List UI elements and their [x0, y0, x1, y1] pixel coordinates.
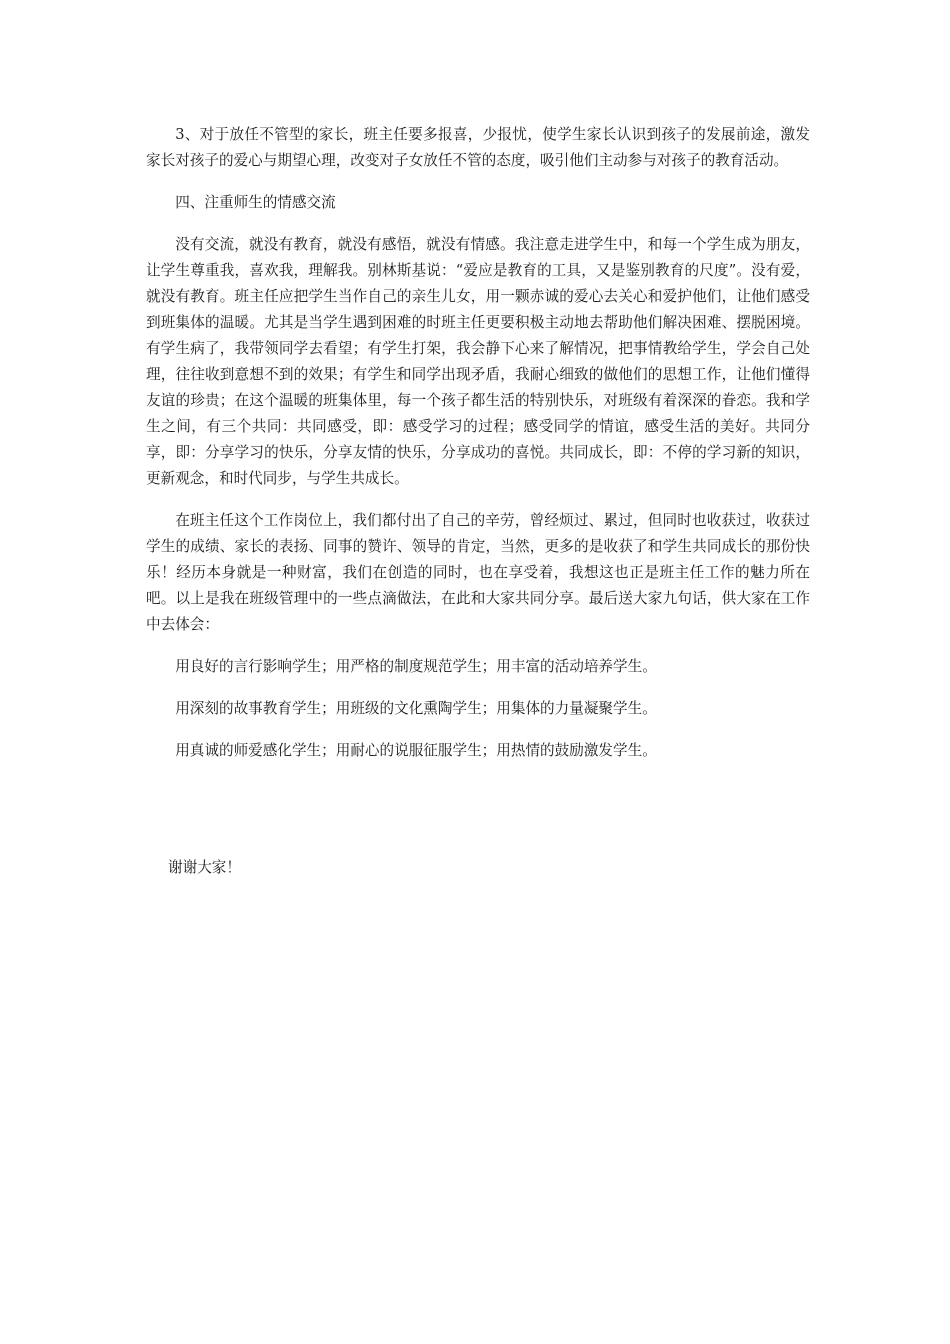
paragraph-parent-strategy-3: 3、对于放任不管型的家长，班主任要多报喜，少报忧，使学生家长认识到孩子的发展前途，激发家长对孩子的爱心与期望心理，改变对子女放任不管的态度，吸引他们主动参与对孩子的教育活动。	[146, 126, 810, 169]
maxim-line-1: 用良好的言行影响学生；用严格的制度规范学生；用丰富的活动培养学生。	[175, 658, 657, 675]
closing-thanks: 谢谢大家！	[168, 859, 241, 876]
maxim-line-2: 用深刻的故事教育学生；用班级的文化熏陶学生；用集体的力量凝聚学生。	[175, 700, 657, 717]
document-body	[146, 122, 810, 780]
paragraph-reflection: 在班主任这个工作岗位上，我们都付出了自己的辛劳，曾经烦过、累过，但同时也收获过，收获过学生的成绩、家长的表扬、同事的赞许、领导的肯定，当然，更多的是收获了和学生共同成长的那份快乐！经历本身就是一种财富，我们在创造的同时，也在享受着，我想这也正是班主任工作的魅力所在吧。以上是我在班级管理中的一些点滴做法，在此和大家共同分享。最后送大家九句话，供大家在工作中去体会：	[146, 512, 810, 633]
maxim-line-3: 用真诚的师爱感化学生；用耐心的说服征服学生；用热情的鼓励激发学生。	[175, 742, 657, 759]
paragraph-emotional-exchange: 没有交流，就没有教育，就没有感悟，就没有情感。我注意走进学生中，和每一个学生成为朋友，让学生尊重我，喜欢我，理解我。别林斯基说：“爱应是教育的工具，又是鉴别教育的尺度”。没有爱，就没有教育。班主任应把学生当作自己的亲生儿女，用一颗赤诚的爱心去关心和爱护他们，让他们感受到班集体的温暖。尤其是当学生遇到困难的时班主任更要积极主动地去帮助他们解决困难、摆脱困境。有学生病了，我带领同学去看望；有学生打架，我会静下心来了解情况，把事情教给学生，学会自己处理，往往收到意想不到的效果；有学生和同学出现矛盾，我耐心细致的做他们的思想工作，让他们懂得友谊的珍贵；在这个温暖的班集体里，每一个孩子都生活的特别快乐，对班级有着深深的眷恋。我和学生之间，有三个共同：共同感受，即：感受学习的过程；感受同学的情谊，感受生活的美好。共同分享，即：分享学习的快乐，分享友情的快乐，分享成功的喜悦。共同成长，即：不停的学习新的知识，更新观念，和时代同步，与学生共成长。	[146, 236, 810, 487]
section-heading-4: 四、注重师生的情感交流	[175, 194, 336, 211]
